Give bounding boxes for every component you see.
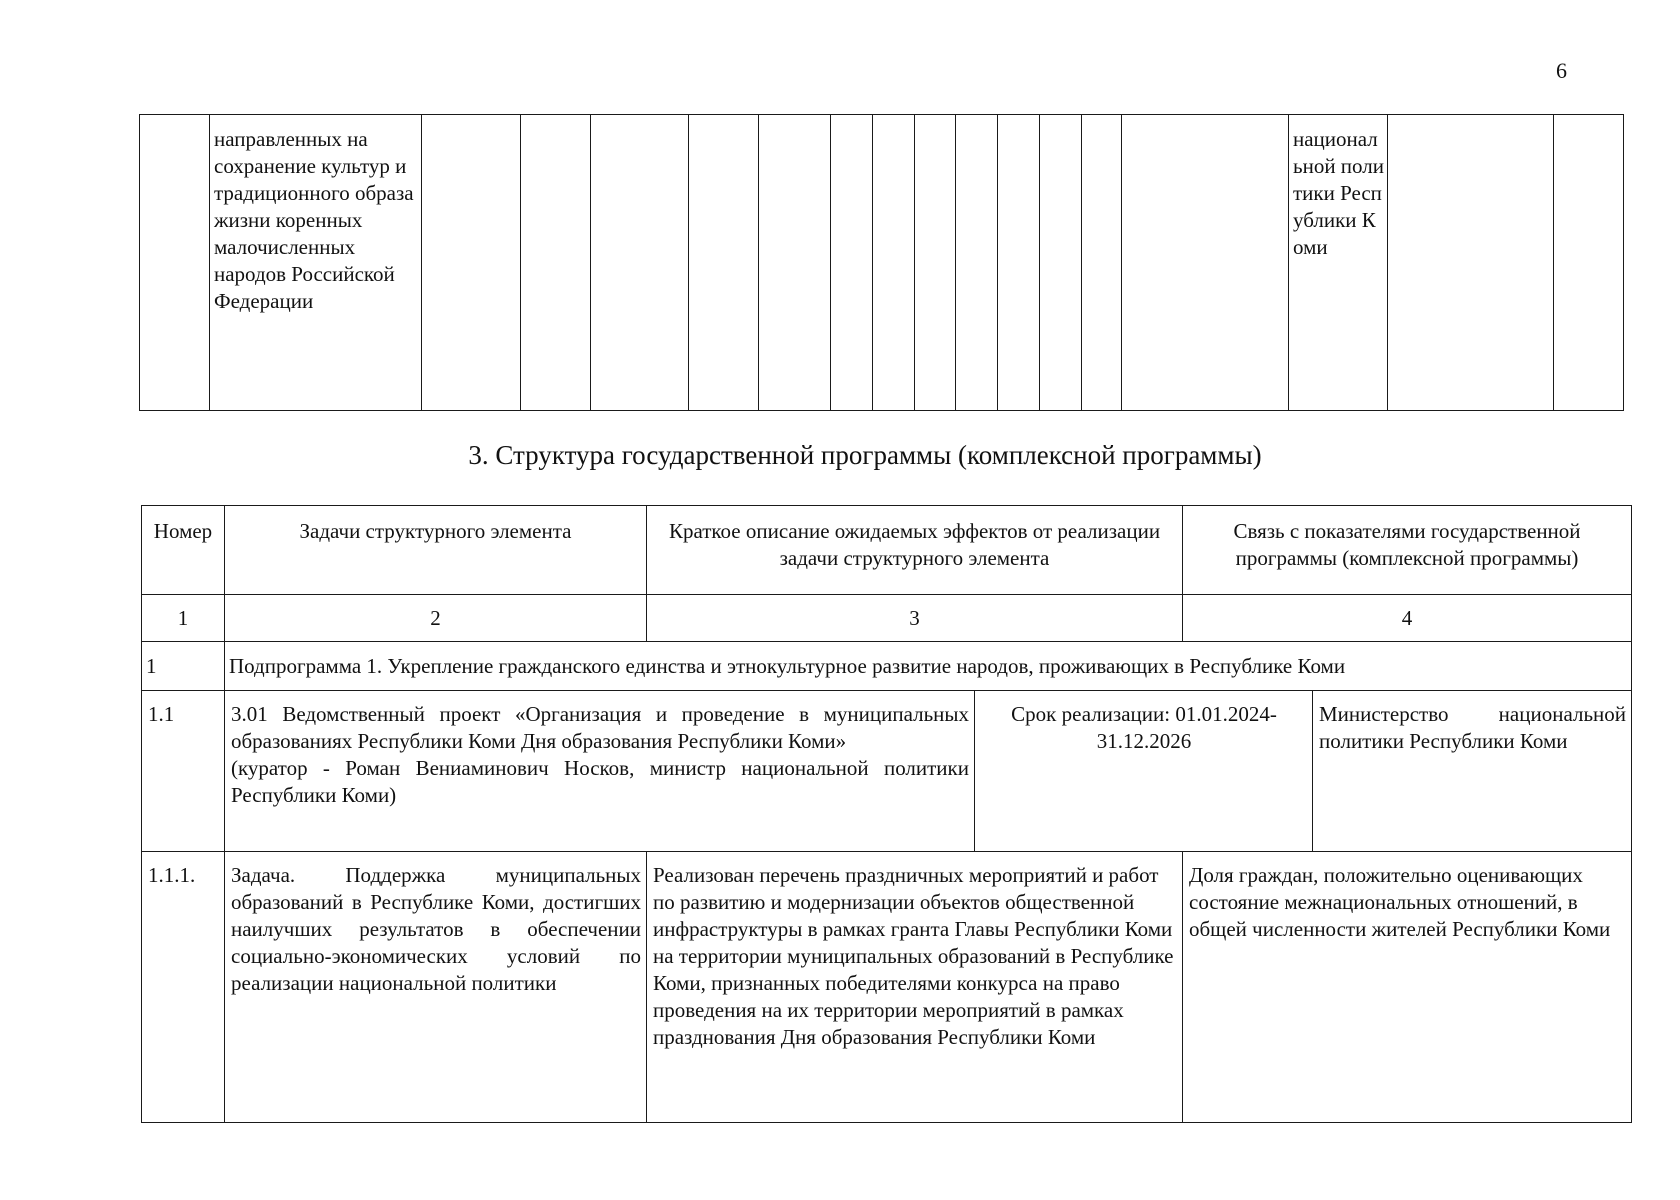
project-period-cell [975,691,1313,852]
subprogram-number: 1 [142,642,225,691]
page-number: 6 [1556,58,1567,83]
subprogram-title: Подпрограмма 1. Укрепление гражданского единства и этнокультурное развитие народов, проживающих в Республике Коми [225,642,1632,691]
continuation-row [140,115,1624,411]
empty-cell [873,115,915,411]
project-ministry-cell [1313,691,1632,852]
header-cell: Задачи структурного элемента [225,506,647,595]
empty-cell [1388,115,1554,411]
structure-table [141,505,1632,1123]
project-number-cell [142,691,225,852]
responsible-text: национальной политики Республики Коми [1293,127,1384,259]
task-indicator-cell [1183,852,1632,1123]
project-row [142,691,1632,852]
header-cell: Связь с показателями государственной программы (комплексной программы) [1183,506,1632,595]
empty-cell [998,115,1040,411]
empty-cell [521,115,591,411]
task-effect-cell [647,852,1183,1123]
task-row [142,852,1632,1123]
task-number-cell [142,852,225,1123]
empty-cell [1082,115,1122,411]
header-cell: Краткое описание ожидаемых эффектов от реализации задачи структурного элемента [647,506,1183,595]
empty-cell [956,115,998,411]
subprogram-row [142,642,1632,691]
task-number: 1.1.1. [148,863,196,887]
empty-cell [1122,115,1289,411]
task-text: Задача. Поддержка муниципальных образований в Республике Коми, достигших наилучших результатов в обеспечении социально-экономических условий по реализации национальной политики [231,863,641,995]
empty-cell [591,115,689,411]
column-number: 2 [225,595,647,642]
column-number-row [142,595,1632,642]
project-curator: (куратор - Роман Вениаминович Носков, министр национальной политики Республики Коми) [231,756,969,807]
section-title: 3. Структура государственной программы (комплексной программы) [468,440,1262,470]
empty-cell [759,115,831,411]
project-number: 1.1 [148,702,175,726]
task-text-cell [225,852,647,1123]
task-effect: Реализован перечень праздничных мероприятий и работ по развитию и модернизации объектов общественной инфраструктуры в рамках гранта Главы Республики Коми на территории муниципальных образований в Республике Коми, признанных победителями конкурса на право проведения на их территории мероприятий в рамках празднования Дня образования Республики Коми [653,863,1174,1049]
responsible-cell [1289,115,1388,411]
column-number: 4 [1183,595,1632,642]
column-number: 3 [647,595,1183,642]
goal-cell [210,115,422,411]
empty-cell [1040,115,1082,411]
header-cell: Номер [142,506,225,595]
empty-cell [1554,115,1624,411]
goal-text: направленных на сохранение культур и традиционного образа жизни коренных малочисленных народов Российской Федерации [214,127,414,313]
empty-cell [422,115,521,411]
project-title-cell [225,691,975,852]
task-indicator: Доля граждан, положительно оценивающих состояние межнациональных отношений, в общей численности жителей Республики Коми [1189,863,1611,941]
empty-cell [140,115,210,411]
project-title: 3.01 Ведомственный проект «Организация и проведение в муниципальных образованиях Республики Коми Дня образования Республики Коми» [231,702,969,753]
project-period: Срок реализации: 01.01.2024-31.12.2026 [1011,702,1277,753]
empty-cell [689,115,759,411]
header-row [142,506,1632,595]
empty-cell [831,115,873,411]
empty-cell [915,115,956,411]
continuation-table [139,114,1624,411]
project-ministry: Министерство национальной политики Республики Коми [1319,702,1626,753]
column-number: 1 [142,595,225,642]
